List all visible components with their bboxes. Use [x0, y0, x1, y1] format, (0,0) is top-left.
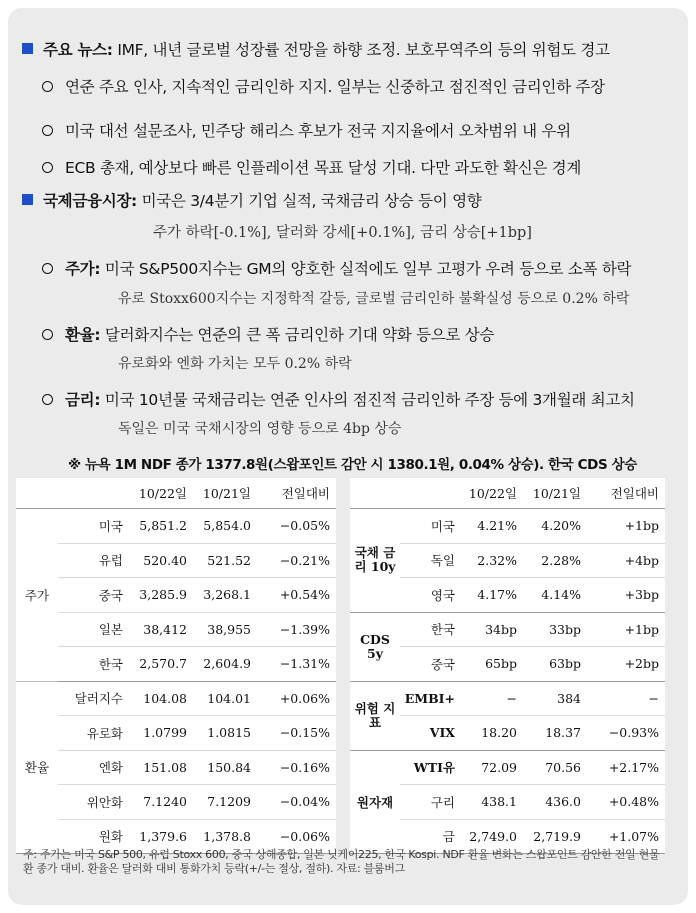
cell-value: 521.52 [187, 543, 251, 578]
cell-value: 2.32% [455, 543, 517, 578]
circle-bullet-icon [42, 329, 53, 340]
cell-value: 384 [517, 681, 581, 716]
row-label: EMBI+ [400, 681, 455, 716]
cell-change: +0.48% [581, 785, 665, 820]
cell-change: +1.07% [581, 819, 665, 854]
circle-bullet-icon [42, 162, 53, 173]
cell-value: 18.20 [455, 716, 517, 751]
cell-value: 33bp [517, 612, 581, 647]
cell-value: 7.1240 [123, 785, 187, 820]
row-label: 일본 [58, 612, 123, 647]
cell-value: 2,719.9 [517, 819, 581, 854]
right-market-table [350, 478, 665, 854]
table-row [350, 612, 665, 647]
group-label: CDS 5y [350, 612, 400, 681]
cell-value: 5,851.2 [123, 509, 187, 544]
market-item-text: 달러화지수는 연준의 큰 폭 금리인하 기대 약화 등으로 상승 [104, 326, 495, 344]
cell-change: −0.05% [251, 509, 336, 544]
table-row [16, 543, 336, 578]
group-label: 환율 [16, 681, 58, 854]
row-label: 엔화 [58, 750, 123, 785]
cell-value: 3,268.1 [187, 578, 251, 613]
column-header: 전일대비 [251, 478, 336, 509]
cell-value: 4.17% [455, 578, 517, 613]
column-header: 10/21일 [517, 478, 581, 509]
group-label: 주가 [16, 509, 58, 682]
cell-change: −1.39% [251, 612, 336, 647]
cell-value: 38,412 [123, 612, 187, 647]
table-row [16, 647, 336, 682]
cell-value: 18.37 [517, 716, 581, 751]
left-market-table [16, 478, 336, 854]
market-summary: 주가 하락[-0.1%], 달러화 강세[+0.1%], 금리 상승[+1bp] [153, 225, 532, 241]
circle-bullet-icon [42, 81, 53, 92]
cell-change: +3bp [581, 578, 665, 613]
cell-change: +2.17% [581, 750, 665, 785]
cell-change: −0.21% [251, 543, 336, 578]
table-row [350, 509, 665, 544]
row-label: 유로화 [58, 716, 123, 751]
cell-change: +1bp [581, 612, 665, 647]
row-label: 달러지수 [58, 681, 123, 716]
table-header-row [16, 478, 336, 509]
row-label: 영국 [400, 578, 455, 613]
column-header: 전일대비 [581, 478, 665, 509]
market-item-rates [42, 388, 635, 410]
market-item-text: 미국 S&P500지수는 GM의 양호한 실적에도 일부 고평가 우려 등으로 소폭 하락 [104, 260, 632, 278]
headline-item-text: 연준 주요 인사, 지속적인 금리인하 지지. 일부는 신중하고 점진적인 금리인하 주장 [65, 78, 605, 96]
circle-bullet-icon [42, 394, 53, 405]
table-row [16, 509, 336, 544]
cell-value: 2,604.9 [187, 647, 251, 682]
cell-value: 104.08 [123, 681, 187, 716]
cell-change: −0.15% [251, 716, 336, 751]
cell-value: 63bp [517, 647, 581, 682]
headline-item [42, 156, 581, 178]
table-row [16, 750, 336, 785]
column-header: 10/22일 [455, 478, 517, 509]
cell-value: 4.21% [455, 509, 517, 544]
cell-change: +4bp [581, 543, 665, 578]
cell-value: 70.56 [517, 750, 581, 785]
square-bullet-icon [22, 43, 33, 54]
market-item-label: 금리: [65, 391, 101, 409]
table-row [350, 681, 665, 716]
row-label: WTI유 [400, 750, 455, 785]
cell-change: −0.06% [251, 819, 336, 854]
cell-value: 2,570.7 [123, 647, 187, 682]
row-label: 유럽 [58, 543, 123, 578]
cell-value: 4.14% [517, 578, 581, 613]
cell-value: 2.28% [517, 543, 581, 578]
circle-bullet-icon [42, 263, 53, 274]
row-label: 미국 [58, 509, 123, 544]
cell-change: +0.54% [251, 578, 336, 613]
market-row [22, 189, 481, 211]
cell-change: +1bp [581, 509, 665, 544]
square-bullet-icon [22, 194, 33, 205]
row-label: 한국 [400, 612, 455, 647]
row-label: 위안화 [58, 785, 123, 820]
cell-value: 65bp [455, 647, 517, 682]
headline-item [42, 119, 571, 141]
cell-value: 4.20% [517, 509, 581, 544]
cell-value: 2,749.0 [455, 819, 517, 854]
row-label: 독일 [400, 543, 455, 578]
cell-value: 436.0 [517, 785, 581, 820]
table-header-row [350, 478, 665, 509]
cell-value: 1,378.8 [187, 819, 251, 854]
row-label: 금 [400, 819, 455, 854]
cell-change: −0.93% [581, 716, 665, 751]
cell-change: +0.06% [251, 681, 336, 716]
cell-value: 1.0799 [123, 716, 187, 751]
table-row [16, 612, 336, 647]
market-item-stocks [42, 257, 631, 279]
market-label: 국제금융시장: [43, 192, 137, 210]
table-row [16, 681, 336, 716]
row-label: 중국 [400, 647, 455, 682]
row-label: 미국 [400, 509, 455, 544]
market-item-fx [42, 323, 494, 345]
row-label: 한국 [58, 647, 123, 682]
market-item-text: 미국 10년물 국채금리는 연준 인사의 점진적 금리인하 주장 등에 3개월래 최고치 [104, 391, 635, 409]
ndf-note: ※ 뉴욕 1M NDF 종가 1377.8원(스왑포인트 감안 시 1380.1원, 0.04% 상승). 한국 CDS 상승 [68, 457, 637, 473]
cell-value: 438.1 [455, 785, 517, 820]
group-label: 원자재 [350, 750, 400, 854]
cell-change: −0.04% [251, 785, 336, 820]
headline-item-text: ECB 총재, 예상보다 빠른 인플레이션 목표 달성 기대. 다만 과도한 확신은 경계 [65, 159, 582, 177]
table-row [16, 578, 336, 613]
market-text: 미국은 3/4분기 기업 실적, 국채금리 상승 등이 영향 [141, 192, 482, 210]
cell-value: 104.01 [187, 681, 251, 716]
cell-value: 72.09 [455, 750, 517, 785]
headline-item [42, 75, 605, 97]
cell-value: 3,285.9 [123, 578, 187, 613]
row-label: 중국 [58, 578, 123, 613]
group-label: 국채 금리 10y [350, 509, 400, 613]
row-label: 원화 [58, 819, 123, 854]
column-header: 10/21일 [187, 478, 251, 509]
row-label: VIX [400, 716, 455, 751]
market-item-sub: 독일은 미국 국채시장의 영향 등으로 4bp 상승 [118, 421, 402, 437]
cell-change: −0.16% [251, 750, 336, 785]
cell-value: 34bp [455, 612, 517, 647]
cell-value: 5,854.0 [187, 509, 251, 544]
footnote: 주: 주가는 미국 S&P 500, 유럽 Stoxx 600, 중국 상해종합, 일본 닛케이225, 한국 Kospi. NDF 환율 변화는 스왑포인트 감안한 전일 현물환 종가 대비. 환율은 달러화 대비 통화가치 등락(+/-는 절상, 절하). 자료: 블룸버그 [23, 848, 660, 875]
market-item-sub: 유로화와 엔화 가치는 모두 0.2% 하락 [118, 356, 352, 372]
cell-value: 1,379.6 [123, 819, 187, 854]
circle-bullet-icon [42, 125, 53, 136]
column-header: 10/22일 [123, 478, 187, 509]
cell-value: 1.0815 [187, 716, 251, 751]
headline-item-text: 미국 대선 설문조사, 민주당 해리스 후보가 전국 지지율에서 오차범위 내 우위 [65, 122, 571, 140]
group-label: 위험 지표 [350, 681, 400, 750]
table-row [350, 750, 665, 785]
market-item-label: 환율: [65, 326, 101, 344]
market-item-sub: 유로 Stoxx600지수는 지정학적 갈등, 글로벌 금리인하 불확실성 등으로 0.2% 하락 [118, 291, 630, 307]
market-item-label: 주가: [65, 260, 101, 278]
table-row [16, 785, 336, 820]
cell-value: 38,955 [187, 612, 251, 647]
headline-row [22, 38, 610, 60]
cell-change: − [581, 681, 665, 716]
table-row [16, 716, 336, 751]
cell-change: +2bp [581, 647, 665, 682]
cell-value: 7.1209 [187, 785, 251, 820]
cell-value: 151.08 [123, 750, 187, 785]
row-label: 구리 [400, 785, 455, 820]
headline-text: IMF, 내년 글로벌 성장률 전망을 하향 조정. 보호무역주의 등의 위험도 경고 [117, 41, 610, 59]
cell-value: − [455, 681, 517, 716]
cell-value: 150.84 [187, 750, 251, 785]
cell-value: 520.40 [123, 543, 187, 578]
headline-label: 주요 뉴스: [43, 41, 113, 59]
cell-change: −1.31% [251, 647, 336, 682]
